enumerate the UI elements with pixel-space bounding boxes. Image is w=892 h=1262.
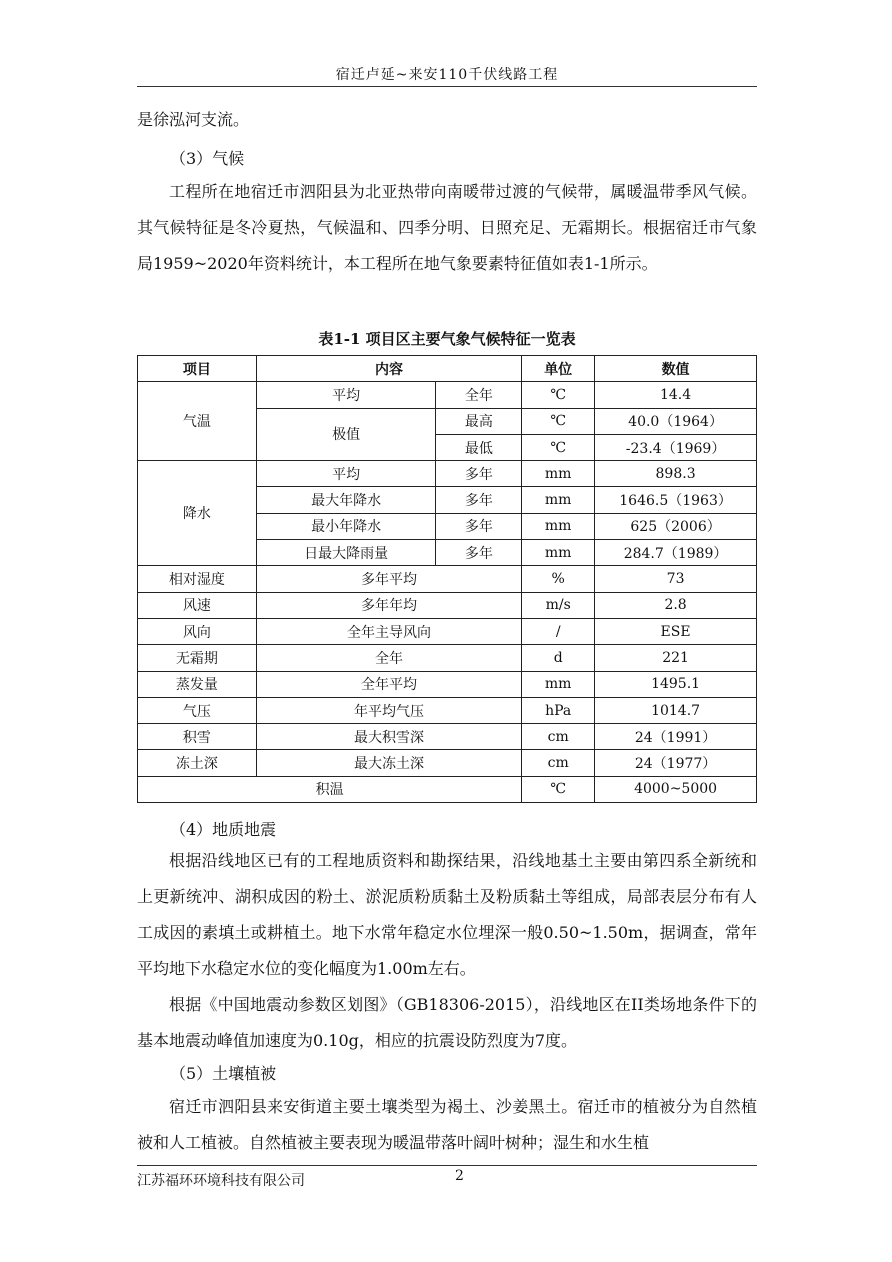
table-row (138, 671, 757, 697)
section-4-paragraph-2: 根据《中国地震动参数区划图》（GB18306-2015），沿线地区在II类场地条件下的基本地震动峰值加速度为0.10g，相应的抗震设防烈度为7度。 (137, 995, 757, 1050)
row-unit: hPa (522, 697, 595, 723)
header-item: 项目 (138, 356, 257, 382)
row-item: 相对湿度 (138, 566, 257, 592)
row-item: 蒸发量 (138, 671, 257, 697)
header-content: 内容 (256, 356, 521, 382)
section-3-heading: （3）气候 (170, 149, 245, 168)
accum-unit: ℃ (522, 776, 595, 802)
table-row (138, 724, 757, 750)
section-4-paragraph-1: 根据沿线地区已有的工程地质资料和勘探结果，沿线地基土主要由第四系全新统和上更新统冲、湖积成因的粉土、淤泥质粉质黏土及粉质黏土等组成，局部表层分布有人工成因的素填土或耕植土。地下水常年稳定水位埋深一般0.50~1.50m，据调查，常年平均地下水稳定水位的变化幅度为1.00m左右。 (137, 851, 757, 978)
temp-min-unit: ℃ (522, 434, 595, 460)
row-value: 1495.1 (595, 671, 757, 697)
table-row (138, 566, 757, 592)
row-unit: % (522, 566, 595, 592)
page-header: 宿迁卢延~来安110千伏线路工程 (335, 67, 559, 83)
table-caption: 表1-1 项目区主要气象气候特征一览表 (318, 330, 576, 348)
precip-unit: mm (522, 513, 595, 539)
accum-value: 4000~5000 (595, 776, 757, 802)
row-content: 全年主导风向 (256, 618, 521, 644)
precip-unit: mm (522, 540, 595, 566)
accum-item: 积温 (138, 776, 522, 802)
intro-line: 是徐泓河支流。 (137, 110, 250, 129)
row-value: 24（1991） (595, 724, 757, 750)
temp-min-value: -23.4（1969） (595, 434, 757, 460)
page-number: 2 (455, 1168, 464, 1184)
row-item: 积雪 (138, 724, 257, 750)
precip-value: 1646.5（1963） (595, 487, 757, 513)
row-item: 无霜期 (138, 645, 257, 671)
climate-table (137, 355, 757, 803)
row-unit: cm (522, 724, 595, 750)
row-content: 全年平均 (256, 671, 521, 697)
precip-content: 最大年降水 (256, 487, 436, 513)
precip-label: 降水 (138, 461, 257, 566)
row-value: 221 (595, 645, 757, 671)
section-3-paragraph: 工程所在地宿迁市泗阳县为北亚热带向南暖带过渡的气候带，属暖温带季风气候。其气候特征是冬冷夏热，气候温和、四季分明、日照充足、无霜期长。根据宿迁市气象局1959~2020年资料统计，本工程所在地气象要素特征值如表1-1所示。 (137, 182, 757, 273)
row-unit: mm (522, 671, 595, 697)
temp-max-unit: ℃ (522, 408, 595, 434)
table-row (138, 645, 757, 671)
precip-value: 898.3 (595, 461, 757, 487)
temp-avg-unit: ℃ (522, 382, 595, 408)
precip-unit: mm (522, 487, 595, 513)
footer-company: 江苏福环环境科技有限公司 (137, 1173, 305, 1189)
header-value: 数值 (595, 356, 757, 382)
table-row (138, 618, 757, 644)
row-content: 年平均气压 (256, 697, 521, 723)
precip-value: 284.7（1989） (595, 540, 757, 566)
row-content: 多年年均 (256, 592, 521, 618)
temp-max: 最高 (436, 408, 522, 434)
row-item: 风速 (138, 592, 257, 618)
temp-extreme: 极值 (256, 408, 436, 461)
temp-avg: 平均 (256, 382, 436, 408)
table-row (138, 776, 757, 802)
row-unit: d (522, 645, 595, 671)
row-item: 冻土深 (138, 750, 257, 776)
precip-content: 平均 (256, 461, 436, 487)
row-unit: / (522, 618, 595, 644)
temp-avg-period: 全年 (436, 382, 522, 408)
precip-period: 多年 (436, 513, 522, 539)
temp-max-value: 40.0（1964） (595, 408, 757, 434)
precip-period: 多年 (436, 461, 522, 487)
section-5-paragraph: 宿迁市泗阳县来安街道主要土壤类型为褐土、沙姜黑土。宿迁市的植被分为自然植被和人工植被。自然植被主要表现为暖温带落叶阔叶树种；湿生和水生植 (137, 1097, 757, 1152)
row-item: 气压 (138, 697, 257, 723)
section-5-heading: （5）土壤植被 (170, 1064, 277, 1083)
precip-content: 日最大降雨量 (256, 540, 436, 566)
row-value: 24（1977） (595, 750, 757, 776)
header-unit: 单位 (522, 356, 595, 382)
table-row (138, 750, 757, 776)
footer-rule (137, 1165, 757, 1166)
precip-period: 多年 (436, 487, 522, 513)
precip-value: 625（2006） (595, 513, 757, 539)
table-row (138, 697, 757, 723)
table-row (138, 461, 757, 487)
temp-label: 气温 (138, 382, 257, 461)
precip-content: 最小年降水 (256, 513, 436, 539)
temp-min: 最低 (436, 434, 522, 460)
row-content: 全年 (256, 645, 521, 671)
row-content: 最大冻土深 (256, 750, 521, 776)
row-item: 风向 (138, 618, 257, 644)
temp-avg-value: 14.4 (595, 382, 757, 408)
row-content: 最大积雪深 (256, 724, 521, 750)
header-rule (137, 86, 757, 87)
row-value: ESE (595, 618, 757, 644)
section-4-heading: （4）地质地震 (170, 820, 277, 839)
row-value: 2.8 (595, 592, 757, 618)
precip-period: 多年 (436, 540, 522, 566)
row-unit: m/s (522, 592, 595, 618)
row-value: 1014.7 (595, 697, 757, 723)
table-header-row (138, 356, 757, 382)
row-content: 多年平均 (256, 566, 521, 592)
table-row (138, 592, 757, 618)
precip-unit: mm (522, 461, 595, 487)
row-unit: cm (522, 750, 595, 776)
table-row (138, 382, 757, 408)
row-value: 73 (595, 566, 757, 592)
